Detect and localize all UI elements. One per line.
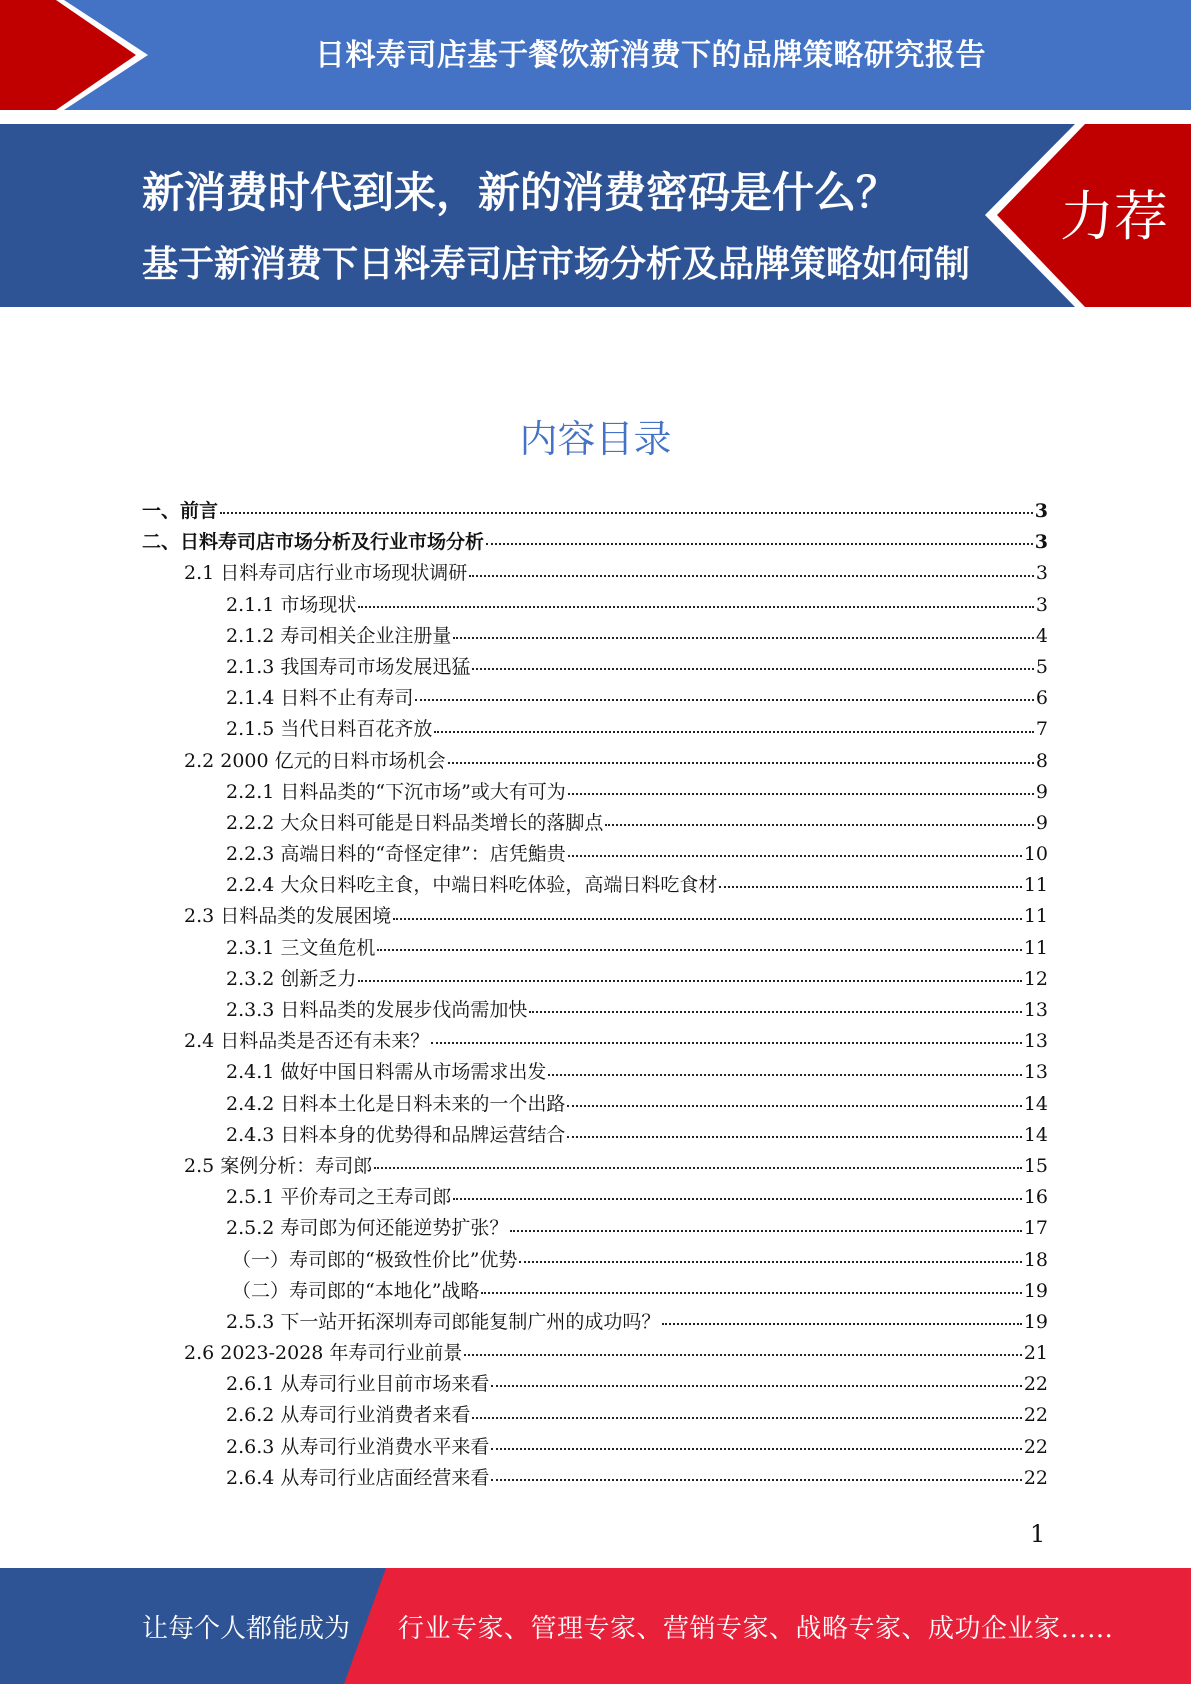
leader-dots: [491, 1385, 1021, 1387]
toc-entry-page: 19: [1023, 1310, 1048, 1333]
toc-entry[interactable]: [142, 714, 1048, 745]
toc-entry-title: 2.1.1 市场现状: [226, 593, 357, 616]
leader-dots: [464, 1354, 1021, 1356]
toc-entry-page: 11: [1023, 905, 1048, 928]
toc-entry[interactable]: [142, 1338, 1048, 1369]
leader-dots: [486, 543, 1033, 545]
hero-banner: [0, 124, 1191, 347]
toc-entry[interactable]: [142, 1182, 1048, 1213]
toc-entry-title: 2.6 2023-2028 年寿司行业前景: [184, 1342, 463, 1365]
toc-entry-page: 5: [1035, 655, 1048, 678]
toc-entry-title: 2.2.2 大众日料可能是日料品类增长的落脚点: [226, 811, 604, 834]
toc-entry-title: 2.5.1 平价寿司之王寿司郎: [226, 1186, 452, 1209]
toc-entry[interactable]: [142, 1400, 1048, 1431]
toc-entry[interactable]: [142, 1089, 1048, 1120]
toc-entry-page: 6: [1035, 687, 1048, 710]
toc-entry-title: 2.4 日料品类是否还有未来？: [184, 1030, 430, 1053]
toc-entry-page: 18: [1023, 1248, 1048, 1271]
toc-entry-title: 一、前言: [142, 500, 219, 522]
toc-entry[interactable]: [142, 683, 1048, 714]
leader-dots: [374, 1167, 1022, 1169]
toc-entry-page: 8: [1035, 749, 1048, 772]
toc-entry-title: 2.1 日料寿司店行业市场现状调研: [184, 562, 468, 585]
leader-dots: [377, 949, 1021, 951]
toc-entry-title: 2.2.3 高端日料的“奇怪定律”：店凭鮨贵: [226, 843, 566, 866]
toc-entry[interactable]: [142, 870, 1048, 901]
toc-entry[interactable]: [142, 1463, 1048, 1494]
toc-entry-page: 22: [1023, 1466, 1048, 1489]
leader-dots: [220, 512, 1033, 514]
leader-dots: [393, 918, 1022, 920]
toc-entry-title: 2.2 2000 亿元的日料市场机会: [184, 749, 446, 772]
leader-dots: [358, 980, 1021, 982]
hero-subheadline: 基于新消费下日料寿司店市场分析及品牌策略如何制定？？？: [142, 244, 971, 347]
toc-entry[interactable]: [142, 1151, 1048, 1182]
toc-entry-page: 15: [1023, 1154, 1048, 1177]
toc-entry[interactable]: [142, 652, 1048, 683]
toc-entry[interactable]: [142, 1307, 1048, 1338]
toc-entry-title: 2.6.4 从寿司行业店面经营来看: [226, 1466, 490, 1489]
leader-dots: [491, 1479, 1021, 1481]
toc-entry-title: 2.6.2 从寿司行业消费者来看: [226, 1404, 471, 1427]
leader-dots: [453, 637, 1034, 639]
toc-heading: 内容目录: [519, 417, 672, 461]
leader-dots: [568, 855, 1022, 857]
leader-dots: [568, 793, 1034, 795]
toc-entry[interactable]: [142, 590, 1048, 621]
leader-dots: [469, 575, 1034, 577]
red-arrow-shape: [0, 0, 150, 110]
toc-entry-title: 2.4.3 日料本身的优势得和品牌运营结合: [226, 1123, 566, 1146]
toc-entry-page: 21: [1023, 1342, 1048, 1365]
toc-entry-page: 22: [1023, 1373, 1048, 1396]
toc-entry-page: 3: [1035, 562, 1048, 585]
toc-entry-page: 22: [1023, 1404, 1048, 1427]
toc-entry-page: 9: [1035, 780, 1048, 803]
report-title: 日料寿司店基于餐饮新消费下的品牌策略研究报告: [315, 38, 986, 73]
toc-entry-title: 2.6.3 从寿司行业消费水平来看: [226, 1435, 490, 1458]
leader-dots: [453, 1198, 1021, 1200]
toc-entry[interactable]: [142, 995, 1048, 1026]
toc-entry-page: 9: [1035, 811, 1048, 834]
toc-entry[interactable]: [142, 1432, 1048, 1463]
toc-entry-page: 4: [1035, 624, 1048, 647]
toc-entry-page: 17: [1023, 1217, 1048, 1240]
leader-dots: [491, 1448, 1021, 1450]
toc-entry[interactable]: [142, 1369, 1048, 1400]
toc-entry[interactable]: [142, 1245, 1048, 1276]
toc-entry-page: 22: [1023, 1435, 1048, 1458]
toc-entry[interactable]: [142, 1213, 1048, 1244]
leader-dots: [415, 699, 1034, 701]
toc-entry[interactable]: [142, 746, 1048, 777]
toc-entry[interactable]: [142, 933, 1048, 964]
toc-entry[interactable]: [142, 527, 1048, 558]
toc-entry[interactable]: [142, 1276, 1048, 1307]
toc-entry-title: 2.2.4 大众日料吃主食，中端日料吃体验，高端日料吃食材: [226, 874, 718, 897]
toc-entry[interactable]: [142, 1057, 1048, 1088]
footer-banner: [0, 1568, 1191, 1684]
toc-entry-title: 2.3.3 日料品类的发展步伐尚需加快: [226, 999, 528, 1021]
leader-dots: [510, 1230, 1021, 1232]
toc-entry-page: 13: [1023, 999, 1048, 1021]
hero-headline: 新消费时代到来，新的消费密码是什么？: [142, 168, 899, 217]
toc-entry[interactable]: [142, 808, 1048, 839]
toc-entry-title: 2.5 案例分析：寿司郎: [184, 1154, 373, 1177]
toc-entry[interactable]: [142, 901, 1048, 932]
toc-entry-title: （二）寿司郎的“本地化”战略: [232, 1279, 480, 1302]
toc-entry-title: （一）寿司郎的“极致性价比”优势: [232, 1248, 518, 1271]
toc-entry[interactable]: [142, 621, 1048, 652]
toc-entry-page: 16: [1023, 1186, 1048, 1209]
toc-entry-title: 2.5.2 寿司郎为何还能逆势扩张？: [226, 1217, 509, 1240]
table-of-contents: [142, 496, 1048, 1494]
leader-dots: [719, 886, 1021, 888]
toc-entry[interactable]: [142, 1120, 1048, 1151]
toc-entry-title: 2.1.5 当代日料百花齐放: [226, 718, 433, 741]
toc-entry-title: 2.3.1 三文鱼危机: [226, 936, 376, 959]
toc-entry-title: 2.2.1 日料品类的“下沉市场”或大有可为: [226, 780, 566, 803]
toc-entry-title: 2.4.2 日料本土化是日料未来的一个出路: [226, 1092, 566, 1115]
recommend-badge: 力荐: [1060, 185, 1168, 248]
toc-entry-page: 11: [1023, 874, 1048, 897]
leader-dots: [567, 1105, 1021, 1107]
toc-entry[interactable]: [142, 496, 1048, 527]
toc-entry-title: 2.3 日料品类的发展困境: [184, 905, 392, 928]
toc-entry-page: 13: [1023, 1030, 1048, 1053]
toc-entry-page: 3: [1034, 500, 1048, 522]
leader-dots: [358, 606, 1034, 608]
toc-entry-title: 2.5.3 下一站开拓深圳寿司郎能复制广州的成功吗？: [226, 1310, 661, 1333]
toc-entry-page: 13: [1023, 1061, 1048, 1084]
top-banner: [0, 0, 1191, 110]
toc-entry-title: 2.1.2 寿司相关企业注册量: [226, 624, 452, 647]
leader-dots: [548, 1074, 1021, 1076]
footer-slogan-right: 行业专家、管理专家、营销专家、战略专家、成功企业家……: [398, 1614, 1114, 1644]
toc-entry[interactable]: [142, 777, 1048, 808]
leader-dots: [431, 1042, 1022, 1044]
toc-entry-page: 12: [1023, 967, 1048, 990]
toc-entry[interactable]: [142, 964, 1048, 995]
leader-dots: [448, 762, 1034, 764]
toc-entry[interactable]: [142, 839, 1048, 870]
leader-dots: [605, 824, 1034, 826]
leader-dots: [529, 1011, 1021, 1013]
toc-entry[interactable]: [142, 1026, 1048, 1057]
leader-dots: [434, 731, 1034, 733]
toc-entry-page: 10: [1023, 843, 1048, 866]
toc-entry-title: 2.3.2 创新乏力: [226, 967, 357, 990]
toc-entry-title: 2.1.4 日料不止有寿司: [226, 687, 414, 710]
leader-dots: [472, 668, 1034, 670]
toc-entry-title: 2.6.1 从寿司行业目前市场来看: [226, 1373, 490, 1396]
toc-entry-page: 14: [1023, 1123, 1048, 1146]
toc-entry-title: 二、日料寿司店市场分析及行业市场分析: [142, 531, 485, 554]
leader-dots: [567, 1136, 1021, 1138]
footer-slogan-left: 让每个人都能成为: [142, 1614, 351, 1644]
toc-entry-page: 3: [1035, 593, 1048, 616]
leader-dots: [519, 1261, 1021, 1263]
toc-entry-page: 14: [1023, 1092, 1048, 1115]
toc-entry-page: 7: [1035, 718, 1048, 741]
toc-entry-title: 2.1.3 我国寿司市场发展迅猛: [226, 655, 471, 678]
toc-entry-title: 2.4.1 做好中国日料需从市场需求出发: [226, 1061, 547, 1084]
leader-dots: [662, 1323, 1021, 1325]
toc-entry-page: 19: [1023, 1279, 1048, 1302]
leader-dots: [481, 1292, 1021, 1294]
leader-dots: [472, 1417, 1021, 1419]
page-number: 1: [1030, 1520, 1046, 1548]
toc-entry[interactable]: [142, 558, 1048, 589]
toc-entry-page: 11: [1023, 936, 1048, 959]
toc-entry-page: 3: [1034, 531, 1048, 554]
